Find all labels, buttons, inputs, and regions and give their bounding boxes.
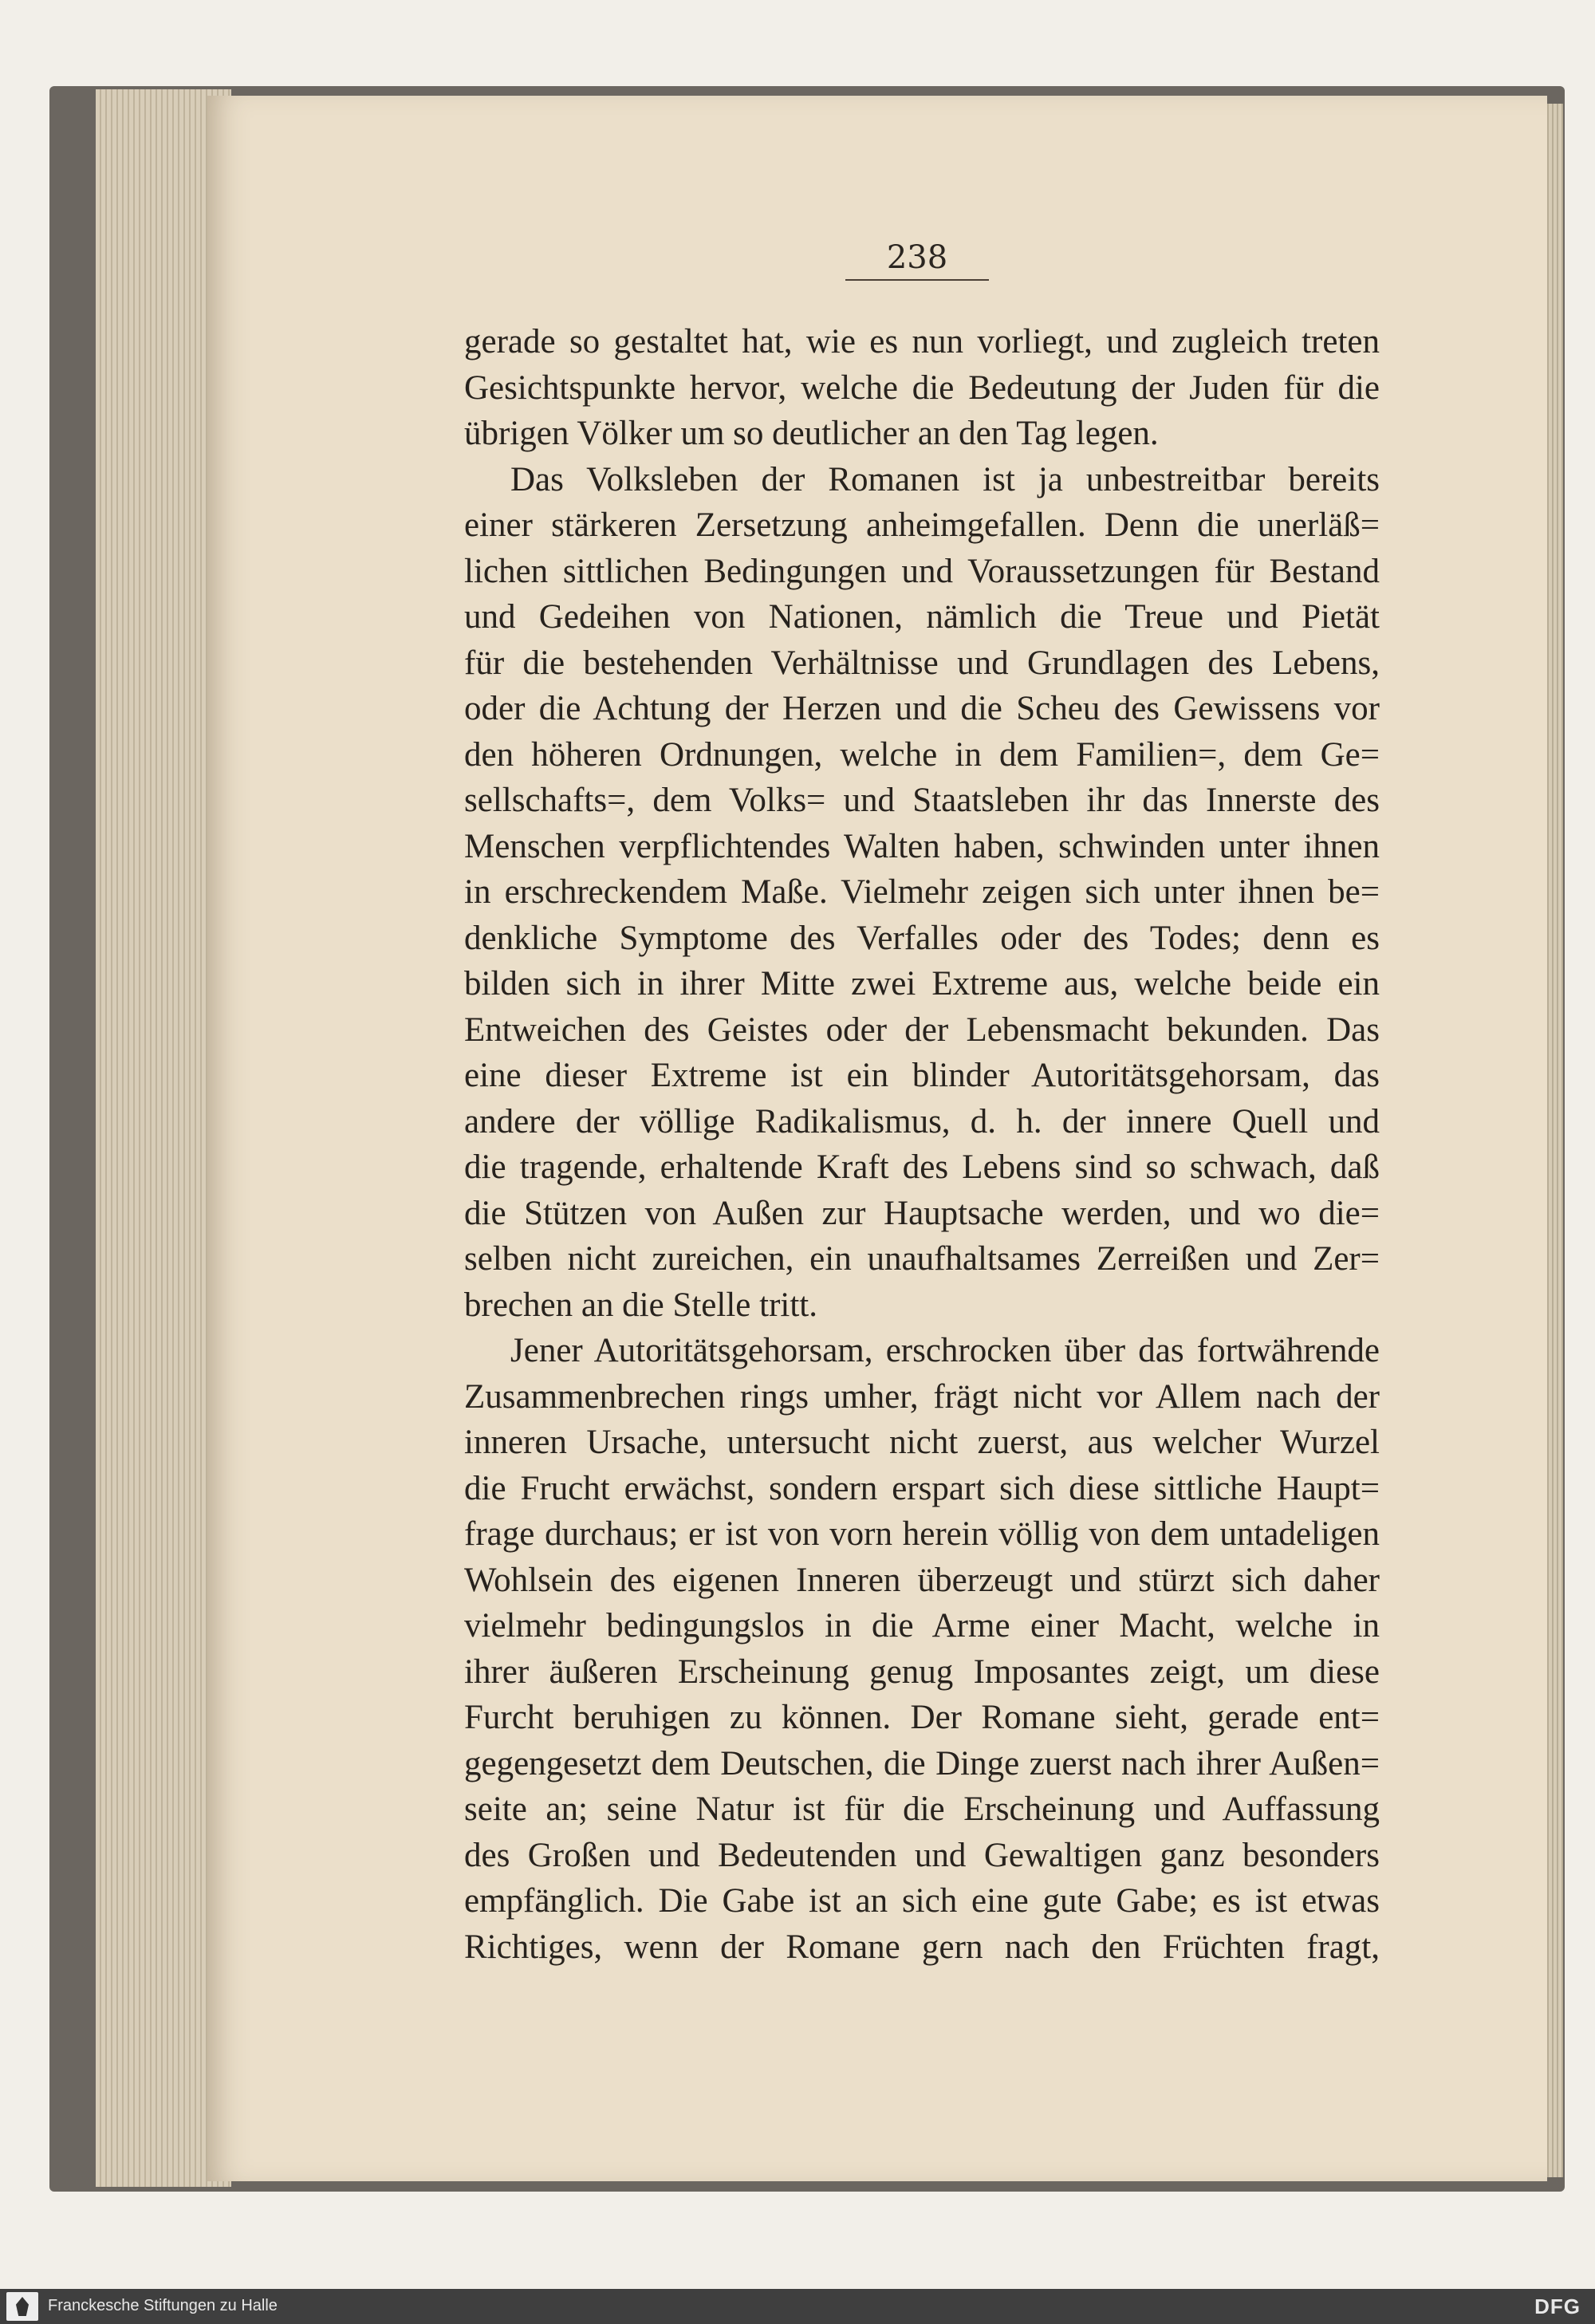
text-line: Menschen verpflichtendes Walten haben, schwinden unter ihnen	[464, 827, 1380, 865]
text-line: den höheren Ordnungen, welche in dem Familien=, dem Ge=	[464, 735, 1380, 774]
institution-logo-icon	[6, 2292, 38, 2321]
text-line: Zusammenbrechen rings umher, frägt nicht vor Allem nach der	[464, 1377, 1380, 1416]
page-number: 238	[886, 239, 948, 276]
text-line: die tragende, erhaltende Kraft des Lebens sind so schwach, daß	[464, 1148, 1380, 1186]
text-line: gegengesetzt dem Deutschen, die Dinge zuerst nach ihrer Außen=	[464, 1744, 1380, 1782]
text-line: Entweichen des Geistes oder der Lebensmacht bekunden. Das	[464, 1010, 1380, 1049]
text-line: Jener Autoritätsgehorsam, erschrocken über das fortwährende	[510, 1332, 1380, 1369]
text-line: Richtiges, wenn der Romane gern nach den Früchten fragt,	[464, 1928, 1380, 1966]
text-line: Gesichtspunkte hervor, welche die Bedeutung der Juden für die	[464, 368, 1380, 407]
text-line: gerade so gestaltet hat, wie es nun vorliegt, und zugleich treten	[464, 323, 1380, 360]
text-line: sellschafts=, dem Volks= und Staatsleben ihr das Innerste des	[464, 782, 1380, 819]
footer-bar	[0, 2289, 1595, 2324]
text-line: die Frucht erwächst, sondern erspart sich diese sittliche Haupt=	[464, 1469, 1380, 1507]
text-line: und Gedeihen von Nationen, nämlich die Treue und Pietät	[464, 598, 1380, 636]
text-line: vielmehr bedingungslos in die Arme einer Macht, welche in	[464, 1607, 1380, 1645]
text-line: inneren Ursache, untersucht nicht zuerst, aus welcher Wurzel	[464, 1424, 1380, 1461]
text-line: in erschreckendem Maße. Vielmehr zeigen sich unter ihnen be=	[464, 873, 1380, 911]
text-line: bilden sich in ihrer Mitte zwei Extreme aus, welche beide ein	[464, 965, 1380, 1002]
text-line: einer stärkeren Zersetzung anheimgefallen. Denn die unerläß=	[464, 506, 1380, 544]
text-line: frage durchaus; er ist von vorn herein völlig von dem untadeligen	[464, 1515, 1380, 1553]
text-line: eine dieser Extreme ist ein blinder Autoritätsgehorsam, das	[464, 1057, 1380, 1094]
institution-name: Franckesche Stiftungen zu Halle	[48, 2297, 278, 2314]
text-line: für die bestehenden Verhältnisse und Grundlagen des Lebens,	[464, 644, 1380, 682]
text-line: empfänglich. Die Gabe ist an sich eine gute Gabe; es ist etwas	[464, 1882, 1380, 1920]
dfg-logo: DFG	[1534, 2294, 1581, 2318]
text-line: ihrer äußeren Erscheinung genug Imposantes zeigt, um diese	[464, 1652, 1380, 1691]
body-text	[464, 319, 1380, 1970]
text-line: übrigen Völker um so deutlicher an den Tag legen.	[464, 415, 1159, 452]
text-line: seite an; seine Natur ist für die Erscheinung und Auffassung	[464, 1790, 1380, 1828]
text-line: des Großen und Bedeutenden und Gewaltigen ganz besonders	[464, 1836, 1380, 1874]
text-line: denkliche Symptome des Verfalles oder des Todes; denn es	[464, 919, 1380, 957]
text-line: Wohlsein des eigenen Inneren überzeugt und stürzt sich daher	[464, 1561, 1380, 1599]
text-line: brechen an die Stelle tritt.	[464, 1286, 817, 1324]
text-line: lichen sittlichen Bedingungen und Voraussetzungen für Bestand	[464, 552, 1380, 590]
text-line: Furcht beruhigen zu können. Der Romane sieht, gerade ent=	[464, 1699, 1380, 1736]
header-rule	[845, 279, 989, 281]
text-line: Das Volksleben der Romanen ist ja unbestreitbar bereits	[510, 460, 1380, 498]
text-line: die Stützen von Außen zur Hauptsache werden, und wo die=	[464, 1194, 1380, 1232]
text-line: selben nicht zureichen, ein unaufhaltsames Zerreißen und Zer=	[464, 1240, 1380, 1278]
text-line: oder die Achtung der Herzen und die Scheu des Gewissens vor	[464, 690, 1380, 727]
text-line: andere der völlige Radikalismus, d. h. der innere Quell und	[464, 1102, 1380, 1140]
